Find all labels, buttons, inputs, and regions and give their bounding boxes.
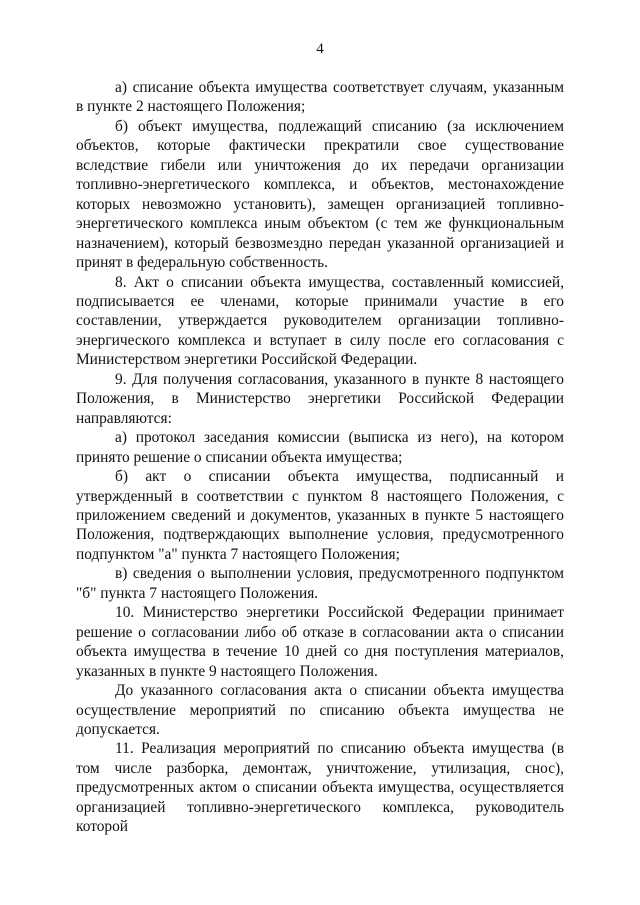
paragraph-7a: а) списание объекта имущества соответствует случаям, указанным в пункте 2 настоящего Положения; (76, 79, 564, 116)
paragraph-7b: б) объект имущества, подлежащий списанию (за исключением объектов, которые фактически прекратили свое существование вследствие гибели или уничтожения до их передачи организации топливно-энергетического комплекса, и объектов, местонахождение которых невозможно установить), замещен организацией топливно-энергетического комплекса иным объектом (с тем же функциональным назначением), который безвозмездно передан указанной организацией и принят в федеральную собственность. (76, 117, 564, 272)
paragraph-8: 8. Акт о списании объекта имущества, составленный комиссией, подписывается ее членами, которые принимали участие в его составлении, утверждается руководителем организации топливно-энергического комплекса и вступает в силу после его согласования с Министерством энергетики Российской Федерации. (76, 273, 564, 369)
paragraph-9b: б) акт о списании объекта имущества, подписанный и утвержденный в соответствии с пунктом 8 настоящего Положения, с приложением сведений и документов, указанных в пункте 5 настоящего Положения, подтверждающих выполнение условия, предусмотренного подпунктом "а" пункта 7 настоящего Положения; (76, 468, 564, 563)
paragraph-9a: а) протокол заседания комиссии (выписка из него), на котором принято решение о списании объекта имущества; (76, 429, 564, 466)
paragraph-11: 11. Реализация мероприятий по списанию объекта имущества (в том числе разборка, демонтаж, уничтожение, утилизация, снос), предусмотренных актом о списании объекта имущества, осуществляется организацией топливно-энергетического комплекса, руководитель которой (76, 740, 564, 836)
paragraph-10-note: До указанного согласования акта о списании объекта имущества осуществление мероприятий по списанию объекта имущества не допускается. (76, 682, 564, 738)
paragraph-10: 10. Министерство энергетики Российской Федерации принимает решение о согласовании либо об отказе в согласовании акта о списании объекта имущества в течение 10 дней со дня поступления материалов, указанных в пункте 9 настоящего Положения. (76, 604, 564, 680)
document-body (76, 78, 564, 837)
paragraph-9v: в) сведения о выполнении условия, предусмотренного подпунктом "б" пункта 7 настоящего Положения. (76, 565, 564, 602)
page-number: 4 (316, 41, 324, 57)
paragraph-9: 9. Для получения согласования, указанного в пункте 8 настоящего Положения, в Министерство энергетики Российской Федерации направляются: (76, 370, 564, 427)
